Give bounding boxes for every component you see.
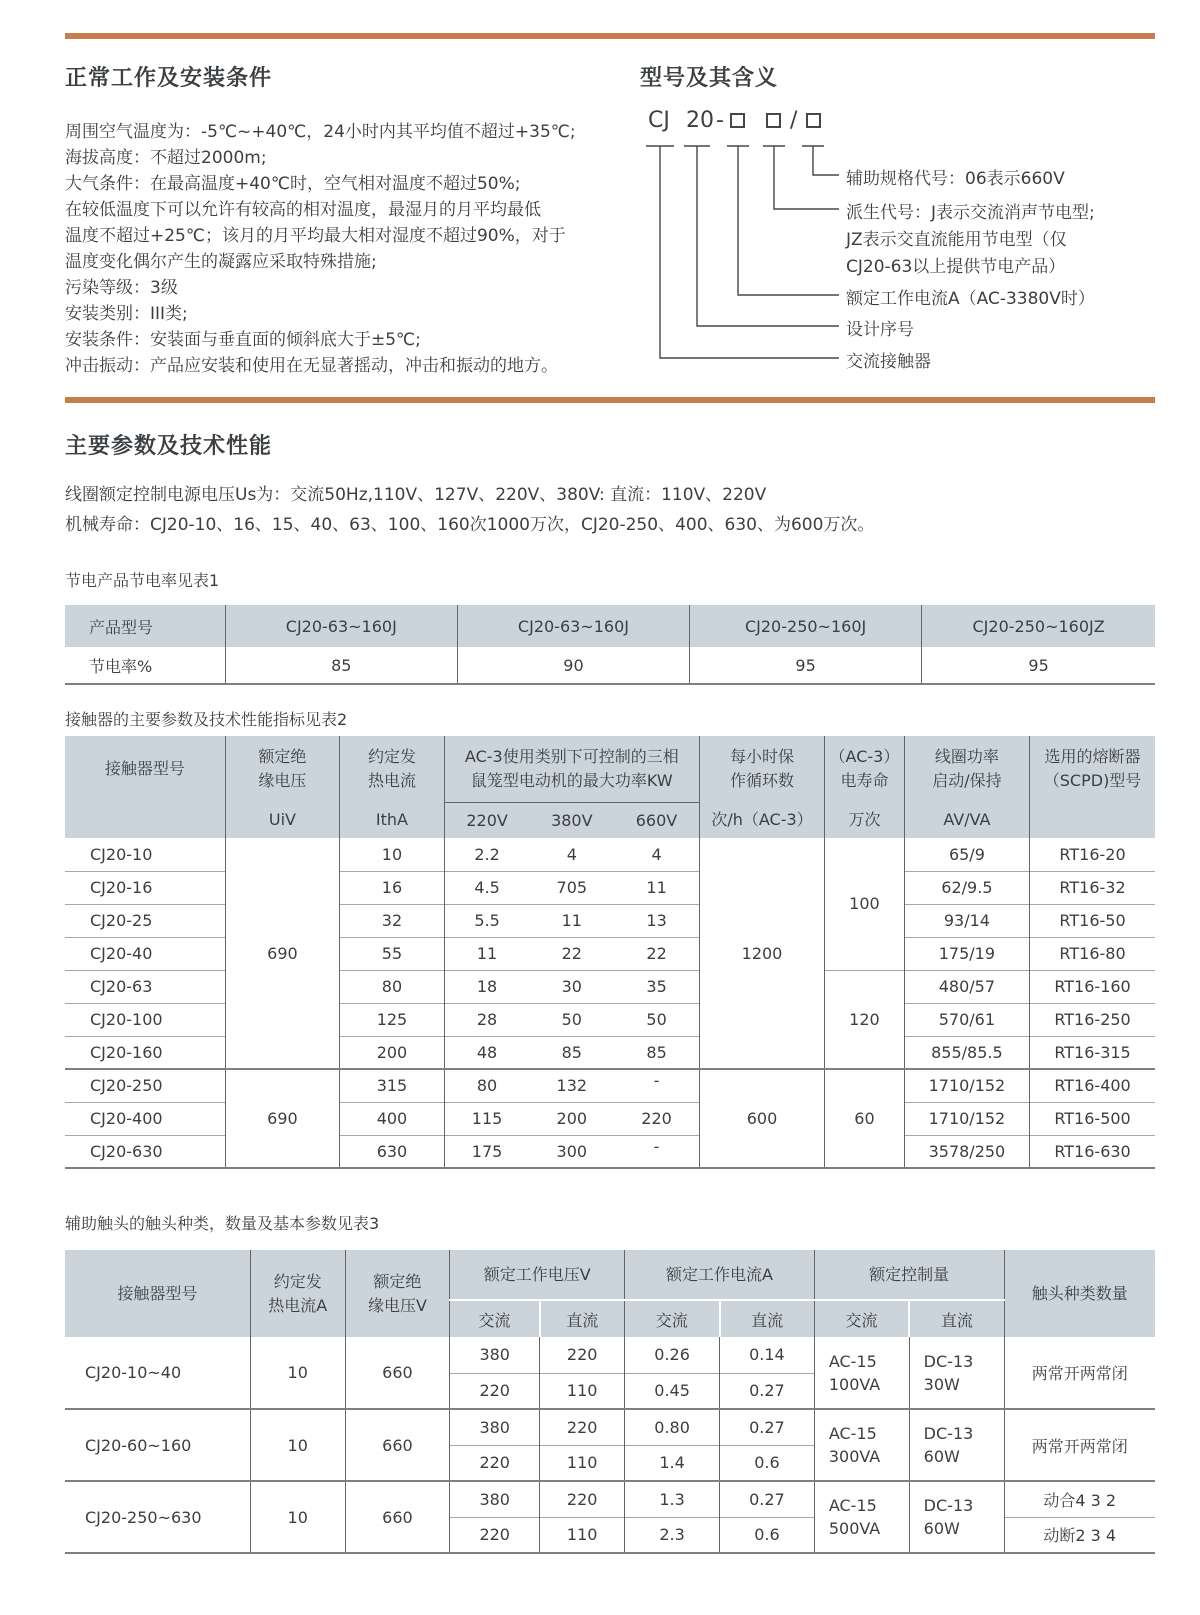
model-series: 20 (686, 108, 714, 133)
table-cell: 10 (250, 1337, 345, 1409)
table-cell: 90 (457, 647, 689, 684)
table-cell: 4 (651, 844, 662, 864)
table-cell: 175/19 (904, 937, 1029, 970)
t1-header-col2: CJ20-63~160J (457, 605, 689, 647)
cell-line: AC-15 (828, 1351, 877, 1371)
table-cell (814, 1337, 909, 1409)
header-label: 选用的熔断器 (1044, 747, 1141, 766)
header-label: 作循环数 (729, 771, 794, 790)
header-label: UiV (268, 810, 296, 829)
table-cell: RT16-315 (1030, 1036, 1155, 1069)
table-cell: 2.2 (444, 838, 529, 871)
table-cell: CJ20-10~40 (85, 1363, 182, 1382)
table-row (65, 1481, 1155, 1517)
model-code-diagram (640, 102, 1155, 402)
table-cell: 1.3 (625, 1481, 720, 1517)
table-cell: 855/85.5 (904, 1036, 1029, 1069)
table-cell: RT16-250 (1030, 1003, 1155, 1036)
table-cell: 85 (529, 1036, 614, 1069)
table-cell: 480/57 (904, 970, 1029, 1003)
condition-line: 污染等级：3级 (65, 278, 178, 298)
t3-subheader-ac: 交流 (625, 1300, 720, 1337)
table-cell: 220 (540, 1337, 625, 1373)
header-label: 热电流A (268, 1295, 328, 1315)
t1-header-model: 产品型号 (65, 605, 225, 647)
table-cell: 节电率% (89, 656, 153, 676)
cell-line: 500VA (828, 1519, 881, 1538)
header-label: 每小时保 (729, 747, 794, 766)
table-cell: 175 (444, 1135, 529, 1168)
cell-line: 30W (923, 1374, 960, 1394)
table-cell: RT16-400 (1030, 1069, 1155, 1102)
table-cell: 0.27 (720, 1481, 815, 1517)
header-label: （AC-3） (829, 747, 900, 766)
table-cell: 115 (444, 1102, 529, 1135)
condition-line: 安装条件：安装面与垂直面的倾斜底大于±5℃; (65, 330, 421, 350)
table-cell: 220 (540, 1409, 625, 1445)
table-cell: 0.14 (720, 1337, 815, 1373)
t1-header-col1: CJ20-63~160J (225, 605, 457, 647)
table-cell: 3578/250 (904, 1135, 1029, 1168)
cell-line: AC-15 (828, 1424, 877, 1443)
table-cell: 95 (690, 647, 922, 684)
table-row (65, 1409, 1155, 1445)
table-cell: CJ20-630 (65, 1135, 225, 1168)
table-cell: 0.80 (625, 1409, 720, 1445)
mechanical-life-line: 机械寿命：CJ20-10、16、15、40、63、100、160次1000万次，CJ20-250、400、630、为600万次。 (65, 515, 875, 535)
table-cell (909, 1337, 1004, 1409)
header-label: 220V (466, 810, 508, 830)
t2-header-ui (225, 736, 339, 838)
table-cell: 200 (529, 1102, 614, 1135)
table-cell: 300 (529, 1135, 614, 1168)
model-slash: / (790, 108, 798, 133)
t3-header-control-group: 额定控制量 (814, 1250, 1004, 1300)
table-cell: 95 (922, 647, 1155, 684)
header-label: 启动/保持 (932, 771, 1002, 790)
table-cell: CJ20-100 (65, 1003, 225, 1036)
conditions-text (65, 119, 640, 379)
table-cell: 28 (444, 1003, 529, 1036)
header-label: 接触器型号 (104, 759, 185, 778)
cell-line: DC-13 (923, 1496, 974, 1515)
header-label: 约定发 (273, 1271, 322, 1291)
t1-header-col4: CJ20-250~160JZ (922, 605, 1155, 647)
t3-header-current-group: 额定工作电流A (625, 1250, 815, 1300)
table-cell: 1.4 (625, 1445, 720, 1481)
condition-line: 在较低温度下可以允许有较高的相对温度，最湿月的月平均最低 (65, 200, 541, 220)
table-cell: 10 (250, 1481, 345, 1553)
energy-saving-table (65, 605, 1155, 685)
label-derived-code: 派生代号：J表示交流消声节电型; (846, 203, 1095, 223)
header-label: 次/h（AC-3） (711, 810, 813, 829)
table-cell: 600 (699, 1069, 824, 1168)
table-cell: 1200 (699, 838, 824, 1069)
table-cell: 200 (340, 1036, 445, 1069)
table-cell: 120 (825, 970, 905, 1069)
header-label: 约定发 (367, 747, 416, 766)
table-cell (814, 1481, 909, 1553)
table-cell: 2.3 (625, 1517, 720, 1553)
params-paragraphs (65, 480, 1155, 540)
table-cell: 220 (450, 1445, 540, 1481)
condition-line: 周围空气温度为：-5℃~+40℃，24小时内其平均值不超过+35℃; (65, 122, 576, 142)
table-cell: 两常开两常闭 (1004, 1337, 1155, 1409)
table-cell: CJ20-10 (90, 844, 153, 864)
table-cell: 动合4 3 2 (1004, 1481, 1155, 1517)
table-cell: 30 (529, 970, 614, 1003)
table-cell: RT16-80 (1030, 937, 1155, 970)
condition-line: 温度变化偶尔产生的凝露应采取特殊措施; (65, 252, 377, 272)
condition-line: 大气条件：在最高温度+40℃时，空气相对温度不超过50%; (65, 174, 521, 194)
datasheet-page (65, 33, 1155, 1554)
header-label: AC-3使用类别下可控制的三相 (464, 747, 679, 766)
t3-subheader-dc: 直流 (720, 1300, 815, 1337)
main-parameters-table (65, 736, 1155, 1169)
table-cell: 48 (444, 1036, 529, 1069)
table-cell: RT16-50 (1030, 904, 1155, 937)
table-cell: 4 (566, 844, 577, 864)
table-cell: 11 (614, 871, 699, 904)
cell-line: DC-13 (923, 1351, 974, 1371)
label-design-serial: 设计序号 (846, 320, 914, 340)
t2-header-ith (340, 736, 445, 838)
model-dash: - (716, 108, 724, 133)
table-cell: 32 (340, 904, 445, 937)
header-label: 热电流 (367, 771, 416, 790)
t2-header-cycles (699, 736, 824, 838)
table-cell: 动断2 3 4 (1004, 1517, 1155, 1553)
table-cell: 16 (340, 871, 445, 904)
cell-line: DC-13 (923, 1424, 974, 1443)
coil-voltage-line: 线圈额定控制电源电压Us为：交流50Hz,110V、127V、220V、380V: 直流：110V、220V (65, 485, 767, 505)
table-row (65, 1337, 1155, 1373)
table-cell: 0.45 (625, 1373, 720, 1409)
table-cell: 220 (450, 1373, 540, 1409)
table-cell: RT16-20 (1030, 838, 1155, 871)
t2-header-kw-group (444, 736, 699, 838)
header-label: 线圈功率 (934, 747, 999, 766)
table-cell: CJ20-400 (65, 1102, 225, 1135)
table-cell: CJ20-60~160 (65, 1409, 250, 1481)
header-label: 380V (551, 810, 593, 830)
table-cell: 35 (614, 970, 699, 1003)
t2-header-coil (904, 736, 1029, 838)
table-cell: 690 (225, 1069, 339, 1168)
table-cell: 0.27 (720, 1373, 815, 1409)
t3-subheader-dc: 直流 (909, 1300, 1004, 1337)
table-cell: 85 (225, 647, 457, 684)
table-cell: 1710/152 (904, 1069, 1029, 1102)
t3-header-contacts: 触头种类数量 (1004, 1250, 1155, 1337)
conditions-title: 正常工作及安装条件 (65, 66, 273, 91)
table-cell: 660 (345, 1409, 450, 1481)
table-cell: 660 (345, 1481, 450, 1553)
cell-line: 60W (923, 1519, 960, 1538)
table-cell (909, 1481, 1004, 1553)
header-label: IthA (375, 810, 408, 829)
model-title: 型号及其含义 (640, 66, 779, 91)
table-cell: CJ20-250~630 (65, 1481, 250, 1553)
table-cell: 705 (529, 871, 614, 904)
table-row (65, 605, 1155, 647)
label-aux-spec: 辅助规格代号：06表示660V (846, 169, 1065, 189)
t3-header-ui (345, 1250, 450, 1337)
label-ac-contactor: 交流接触器 (846, 352, 931, 372)
table-row (65, 1250, 1155, 1300)
header-label: 缘电压V (367, 1295, 427, 1315)
table-cell: 110 (540, 1517, 625, 1553)
table-cell: RT16-32 (1030, 871, 1155, 904)
table-cell: 50 (529, 1003, 614, 1036)
table2-caption: 接触器的主要参数及技术性能指标见表2 (65, 710, 348, 729)
cell-line: AC-15 (828, 1496, 877, 1515)
t2-header-fuse (1030, 736, 1155, 838)
table-cell: 93/14 (904, 904, 1029, 937)
table-cell: CJ20-25 (65, 904, 225, 937)
label-derived-code3: CJ20-63以上提供节电产品） (846, 257, 1066, 277)
table-cell: - (614, 1069, 699, 1102)
label-derived-code2: JZ表示交直流能用节电型（仅 (846, 230, 1067, 250)
t3-header-ith (250, 1250, 345, 1337)
label-rated-current: 额定工作电流A（AC-3380V时） (846, 289, 1095, 309)
cell-line: 60W (923, 1447, 960, 1466)
table-cell: 13 (614, 904, 699, 937)
table-cell: 55 (340, 937, 445, 970)
table-cell: RT16-500 (1030, 1102, 1155, 1135)
table-cell: 22 (529, 937, 614, 970)
table-cell: 0.26 (625, 1337, 720, 1373)
cell-line: 100VA (828, 1374, 881, 1394)
top-accent-rule (65, 33, 1155, 39)
t3-header-voltage-group: 额定工作电压V (450, 1250, 625, 1300)
t3-header-model: 接触器型号 (65, 1250, 250, 1337)
condition-line: 海拔高度：不超过2000m; (65, 148, 267, 168)
table-cell: 220 (540, 1481, 625, 1517)
table-cell (909, 1409, 1004, 1481)
header-label: 660V (635, 810, 678, 830)
table-cell: RT16-630 (1030, 1135, 1155, 1168)
table-cell: 0.6 (720, 1445, 815, 1481)
table-cell: CJ20-63 (65, 970, 225, 1003)
params-title: 主要参数及技术性能 (65, 434, 273, 459)
condition-line: 冲击振动：产品应安装和使用在无显著摇动，冲击和振动的地方。 (65, 356, 558, 376)
table-cell: 380 (450, 1337, 540, 1373)
cell-line: 300VA (828, 1447, 881, 1466)
model-meaning-section (640, 61, 1155, 397)
table-cell: 132 (529, 1069, 614, 1102)
table-row (65, 736, 1155, 838)
table-cell: 100 (825, 838, 905, 970)
header-label: 额定绝 (373, 1271, 422, 1291)
table-cell: 两常开两常闭 (1004, 1409, 1155, 1481)
table-row (65, 647, 1155, 684)
table-cell: 80 (340, 970, 445, 1003)
table-cell: CJ20-16 (65, 871, 225, 904)
table-cell: 0.27 (720, 1409, 815, 1445)
header-label: 电寿命 (840, 771, 889, 790)
table-cell: 18 (444, 970, 529, 1003)
table-cell: 80 (444, 1069, 529, 1102)
table-cell: 380 (450, 1409, 540, 1445)
table-cell: 65/9 (904, 838, 1029, 871)
table-cell: 125 (340, 1003, 445, 1036)
header-label: （SCPD)型号 (1043, 771, 1142, 790)
table-cell: 1710/152 (904, 1102, 1029, 1135)
table-cell: 110 (540, 1373, 625, 1409)
table-cell: CJ20-40 (65, 937, 225, 970)
header-label: 万次 (848, 810, 881, 829)
table-cell: 690 (225, 838, 339, 1069)
header-label: AV/VA (943, 810, 991, 829)
table-cell: 10 (250, 1409, 345, 1481)
table-cell: 220 (450, 1517, 540, 1553)
t2-header-life (825, 736, 905, 838)
header-label: 鼠笼型电动机的最大功率KW (470, 771, 673, 790)
table-cell: 4.5 (444, 871, 529, 904)
table-row (65, 1069, 1155, 1102)
table-cell: 62/9.5 (904, 871, 1029, 904)
model-prefix: CJ (648, 108, 670, 133)
table-cell: 50 (614, 1003, 699, 1036)
table-cell (814, 1409, 909, 1481)
table-cell: 0.6 (720, 1517, 815, 1553)
table-cell: 11 (444, 937, 529, 970)
table-cell: 85 (614, 1036, 699, 1069)
t1-header-col3: CJ20-250~160J (690, 605, 922, 647)
table-cell: 400 (340, 1102, 445, 1135)
table-cell: 630 (340, 1135, 445, 1168)
t3-subheader-ac: 交流 (450, 1300, 540, 1337)
top-section (65, 61, 1155, 397)
table-cell: 5.5 (444, 904, 529, 937)
condition-line: 安装类别：III类; (65, 304, 188, 324)
table-row (65, 838, 1155, 871)
table-cell: 11 (529, 904, 614, 937)
table-cell: 660 (345, 1337, 450, 1409)
t3-subheader-ac: 交流 (814, 1300, 909, 1337)
table-cell: RT16-160 (1030, 970, 1155, 1003)
table-cell: 315 (340, 1069, 445, 1102)
condition-line: 温度不超过+25℃；该月的月平均最大相对湿度不超过90%，对于 (65, 226, 566, 246)
t2-header-model (65, 736, 225, 838)
table-cell: 380 (450, 1481, 540, 1517)
table3-caption: 辅助触头的触头种类，数量及基本参数见表3 (65, 1214, 380, 1233)
header-label: 缘电压 (258, 771, 307, 790)
header-label: 额定绝 (258, 747, 307, 766)
auxiliary-contacts-table (65, 1250, 1155, 1554)
table-cell: 220 (614, 1102, 699, 1135)
working-conditions-section (65, 61, 640, 397)
table-cell: - (614, 1135, 699, 1168)
table1-caption: 节电产品节电率见表1 (65, 571, 220, 590)
table-cell: 60 (825, 1069, 905, 1168)
table-cell: 22 (614, 937, 699, 970)
table-cell: 570/61 (904, 1003, 1029, 1036)
table-cell: 10 (340, 838, 445, 871)
table-cell: CJ20-250 (65, 1069, 225, 1102)
table-cell: CJ20-160 (65, 1036, 225, 1069)
table-cell: 110 (540, 1445, 625, 1481)
t3-subheader-dc: 直流 (540, 1300, 625, 1337)
